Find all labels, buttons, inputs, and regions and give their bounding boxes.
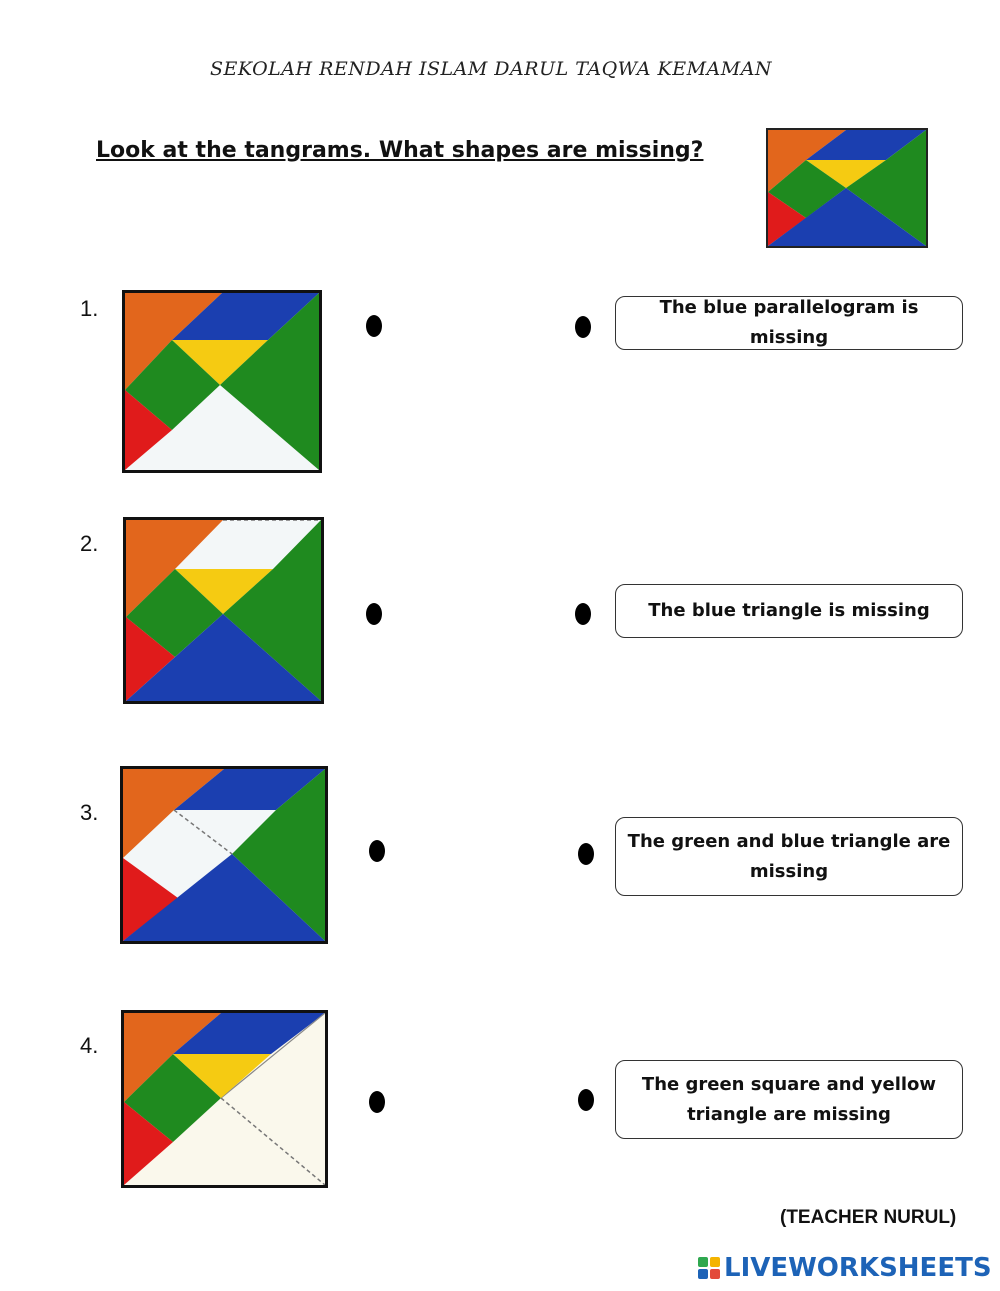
liveworksheets-logo-icon	[698, 1257, 720, 1279]
tangram-question-4	[121, 1010, 328, 1188]
question-number-2: 2.	[80, 531, 99, 556]
answer-2-match-dot[interactable]	[575, 603, 591, 625]
answer-box-1[interactable]: The blue parallelogram is missing	[615, 296, 963, 350]
question-number-1: 1.	[80, 296, 99, 321]
answer-4-match-dot[interactable]	[578, 1089, 594, 1111]
tangram-question-2	[123, 517, 324, 704]
instruction-title: Look at the tangrams. What shapes are missing?	[96, 138, 704, 163]
school-name: SEKOLAH RENDAH ISLAM DARUL TAQWA KEMAMAN	[210, 58, 773, 80]
liveworksheets-brand[interactable]	[698, 1253, 992, 1283]
tangram-question-1	[122, 290, 322, 473]
answer-box-2[interactable]: The blue triangle is missing	[615, 584, 963, 638]
question-2-match-dot[interactable]	[366, 603, 382, 625]
tangram-question-3	[120, 766, 328, 944]
teacher-name: (TEACHER NURUL)	[780, 1207, 957, 1228]
reference-tangram	[766, 128, 928, 248]
question-number-3: 3.	[80, 800, 99, 825]
answer-box-3[interactable]: The green and blue triangle are missing	[615, 817, 963, 896]
brand-name: LIVEWORKSHEETS	[724, 1253, 992, 1283]
question-1-match-dot[interactable]	[366, 315, 382, 337]
answer-box-4[interactable]: The green square and yellow triangle are missing	[615, 1060, 963, 1139]
answer-1-match-dot[interactable]	[575, 316, 591, 338]
question-4-match-dot[interactable]	[369, 1091, 385, 1113]
question-3-match-dot[interactable]	[369, 840, 385, 862]
question-number-4: 4.	[80, 1033, 99, 1058]
answer-3-match-dot[interactable]	[578, 843, 594, 865]
